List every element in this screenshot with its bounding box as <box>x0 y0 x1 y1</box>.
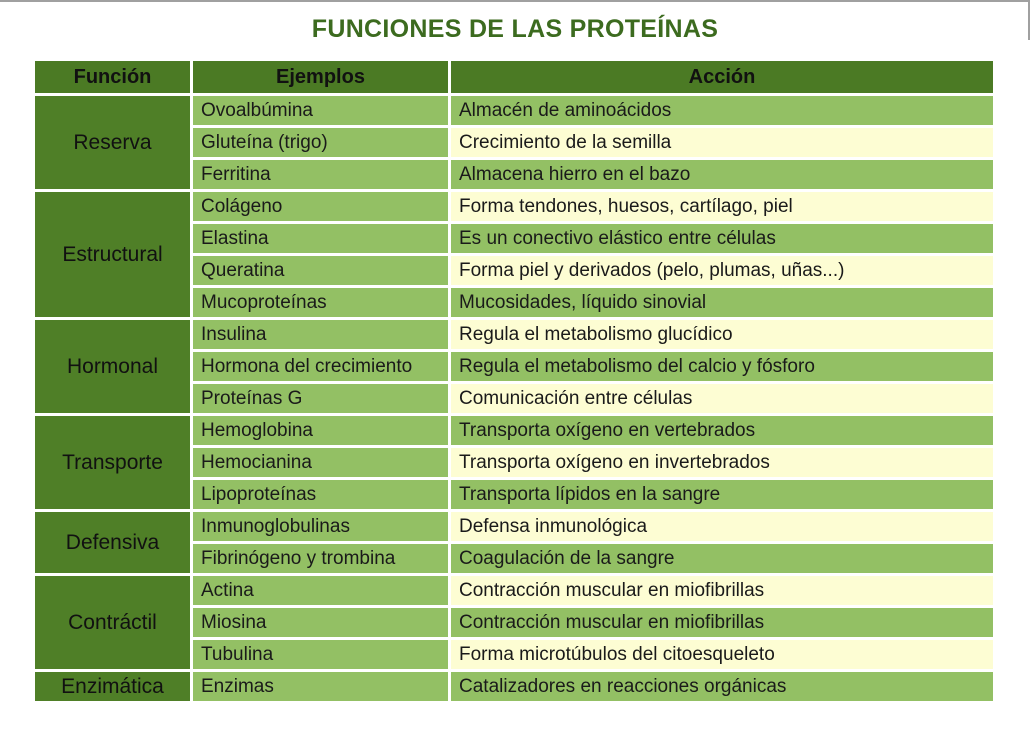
table-row <box>35 192 993 221</box>
example-cell: Gluteína (trigo) <box>193 128 448 157</box>
action-cell: Mucosidades, líquido sinovial <box>451 288 993 317</box>
example-cell: Enzimas <box>193 672 448 701</box>
header-funcion: Función <box>35 61 190 93</box>
example-cell: Fibrinógeno y trombina <box>193 544 448 573</box>
example-cell: Ovoalbúmina <box>193 96 448 125</box>
example-cell: Queratina <box>193 256 448 285</box>
function-cell: Transporte <box>35 416 190 509</box>
function-cell: Reserva <box>35 96 190 189</box>
example-cell: Mucoproteínas <box>193 288 448 317</box>
example-cell: Lipoproteínas <box>193 480 448 509</box>
action-cell: Transporta oxígeno en vertebrados <box>451 416 993 445</box>
example-cell: Inmunoglobulinas <box>193 512 448 541</box>
header-row <box>35 61 993 93</box>
function-cell: Hormonal <box>35 320 190 413</box>
table-body <box>35 96 993 701</box>
action-cell: Forma tendones, huesos, cartílago, piel <box>451 192 993 221</box>
action-cell: Contracción muscular en miofibrillas <box>451 608 993 637</box>
example-cell: Colágeno <box>193 192 448 221</box>
function-cell: Estructural <box>35 192 190 317</box>
table-row <box>35 512 993 541</box>
example-cell: Elastina <box>193 224 448 253</box>
action-cell: Regula el metabolismo del calcio y fósforo <box>451 352 993 381</box>
action-cell: Catalizadores en reacciones orgánicas <box>451 672 993 701</box>
table-row <box>35 672 993 701</box>
action-cell: Defensa inmunológica <box>451 512 993 541</box>
function-cell: Defensiva <box>35 512 190 573</box>
top-border <box>0 0 1030 2</box>
table-row <box>35 416 993 445</box>
protein-functions-table <box>32 58 996 704</box>
action-cell: Comunicación entre células <box>451 384 993 413</box>
header-ejemplos: Ejemplos <box>193 61 448 93</box>
page-title: FUNCIONES DE LAS PROTEÍNAS <box>311 15 719 43</box>
example-cell: Tubulina <box>193 640 448 669</box>
example-cell: Proteínas G <box>193 384 448 413</box>
example-cell: Insulina <box>193 320 448 349</box>
action-cell: Crecimiento de la semilla <box>451 128 993 157</box>
example-cell: Hemocianina <box>193 448 448 477</box>
example-cell: Ferritina <box>193 160 448 189</box>
example-cell: Actina <box>193 576 448 605</box>
action-cell: Transporta lípidos en la sangre <box>451 480 993 509</box>
table-header <box>35 61 993 93</box>
table-row <box>35 96 993 125</box>
action-cell: Regula el metabolismo glucídico <box>451 320 993 349</box>
action-cell: Es un conectivo elástico entre células <box>451 224 993 253</box>
function-cell: Contráctil <box>35 576 190 669</box>
table-row <box>35 576 993 605</box>
action-cell: Transporta oxígeno en invertebrados <box>451 448 993 477</box>
action-cell: Coagulación de la sangre <box>451 544 993 573</box>
action-cell: Almacén de aminoácidos <box>451 96 993 125</box>
example-cell: Hormona del crecimiento <box>193 352 448 381</box>
example-cell: Miosina <box>193 608 448 637</box>
action-cell: Contracción muscular en miofibrillas <box>451 576 993 605</box>
header-accion: Acción <box>451 61 993 93</box>
action-cell: Forma microtúbulos del citoesqueleto <box>451 640 993 669</box>
action-cell: Almacena hierro en el bazo <box>451 160 993 189</box>
table-row <box>35 320 993 349</box>
action-cell: Forma piel y derivados (pelo, plumas, uñas...) <box>451 256 993 285</box>
example-cell: Hemoglobina <box>193 416 448 445</box>
function-cell: Enzimática <box>35 672 190 701</box>
